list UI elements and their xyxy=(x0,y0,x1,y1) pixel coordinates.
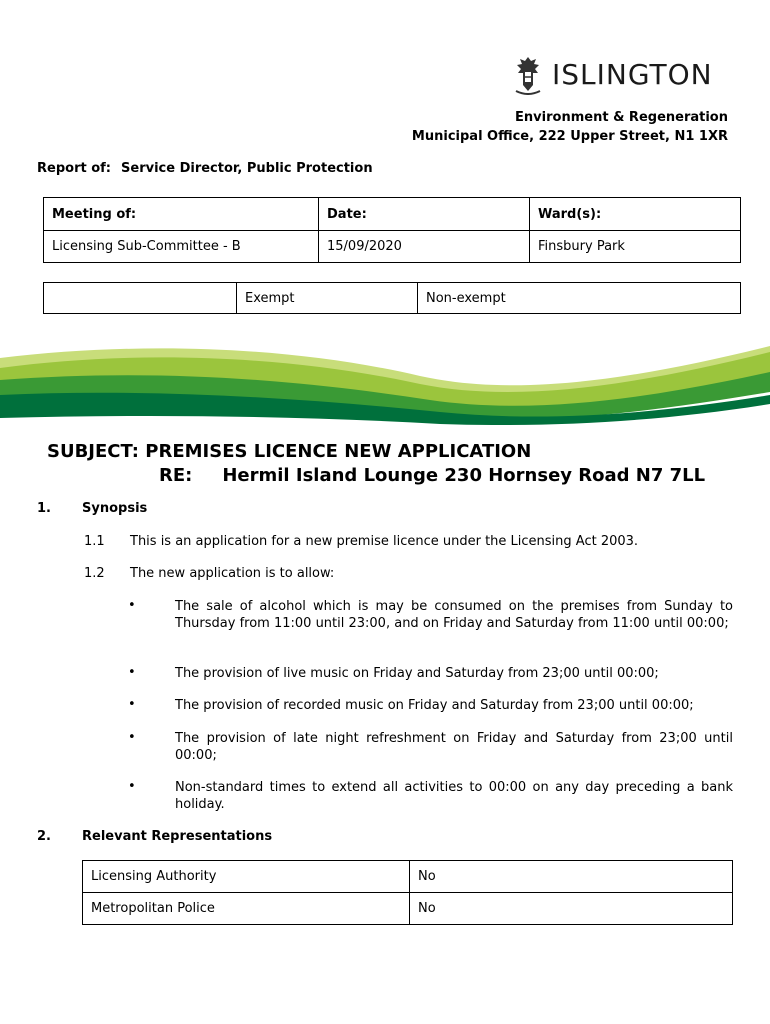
bullet-item: The sale of alcohol which is may be consumed on the premises from Sunday to Thursday from 11:00 until 23:00, and on Friday and Saturday from 11:00 until 00:00; xyxy=(175,599,733,631)
date-value: 15/09/2020 xyxy=(319,231,530,263)
meeting-table xyxy=(43,197,741,263)
subject-label: SUBJECT: xyxy=(47,441,139,462)
wards-header: Ward(s): xyxy=(530,198,741,231)
section-2-number: 2. xyxy=(37,829,51,844)
exempt-table xyxy=(43,282,741,314)
item-1-1-text: This is an application for a new premise licence under the Licensing Act 2003. xyxy=(130,534,639,549)
report-of-label: Report of: xyxy=(37,161,112,176)
exempt-cell: Exempt xyxy=(237,283,418,314)
date-header: Date: xyxy=(319,198,530,231)
office-address: Municipal Office, 222 Upper Street, N1 1XR xyxy=(411,129,728,144)
wards-value: Finsbury Park xyxy=(530,231,741,263)
item-1-2-number: 1.2 xyxy=(84,566,105,581)
exempt-blank-cell xyxy=(44,283,237,314)
item-1-2-text: The new application is to allow: xyxy=(130,566,335,581)
bullet-item: The provision of recorded music on Friday and Saturday from 23;00 until 00:00; xyxy=(175,698,694,713)
section-1-title: Synopsis xyxy=(82,501,148,516)
table-row xyxy=(83,861,733,893)
section-1-number: 1. xyxy=(37,501,51,516)
coat-of-arms-icon xyxy=(512,55,544,95)
representations-table xyxy=(82,860,733,925)
response-cell: No xyxy=(410,861,733,893)
meeting-of-header: Meeting of: xyxy=(44,198,319,231)
green-wave-banner xyxy=(0,340,770,425)
report-of xyxy=(37,161,373,176)
party-cell: Licensing Authority xyxy=(83,861,410,893)
table-row xyxy=(83,893,733,925)
bullet-item: Non-standard times to extend all activities to 00:00 on any day preceding a bank holiday. xyxy=(175,780,733,812)
bullet-icon: • xyxy=(128,730,136,745)
meeting-of-value: Licensing Sub-Committee - B xyxy=(44,231,319,263)
bullet-icon: • xyxy=(128,779,136,794)
bullet-icon: • xyxy=(128,697,136,712)
non-exempt-cell: Non-exempt xyxy=(418,283,741,314)
section-2-title: Relevant Representations xyxy=(82,829,273,844)
bullet-icon: • xyxy=(128,598,136,613)
re-label: RE: xyxy=(159,465,193,486)
bullet-icon: • xyxy=(128,665,136,680)
report-of-value: Service Director, Public Protection xyxy=(121,161,373,176)
subject-title: PREMISES LICENCE NEW APPLICATION xyxy=(145,441,532,462)
islington-logo xyxy=(512,54,734,96)
bullet-item: The provision of late night refreshment on Friday and Saturday from 23;00 until 00:00; xyxy=(175,731,733,763)
response-cell: No xyxy=(410,893,733,925)
subject-heading xyxy=(47,440,705,488)
bullet-item: The provision of live music on Friday and Saturday from 23;00 until 00:00; xyxy=(175,666,659,681)
party-cell: Metropolitan Police xyxy=(83,893,410,925)
department-heading: Environment & Regeneration xyxy=(515,110,728,125)
re-value: Hermil Island Lounge 230 Hornsey Road N7 7LL xyxy=(222,465,706,486)
logo-wordmark: ISLINGTON xyxy=(552,58,713,91)
item-1-1-number: 1.1 xyxy=(84,534,105,549)
